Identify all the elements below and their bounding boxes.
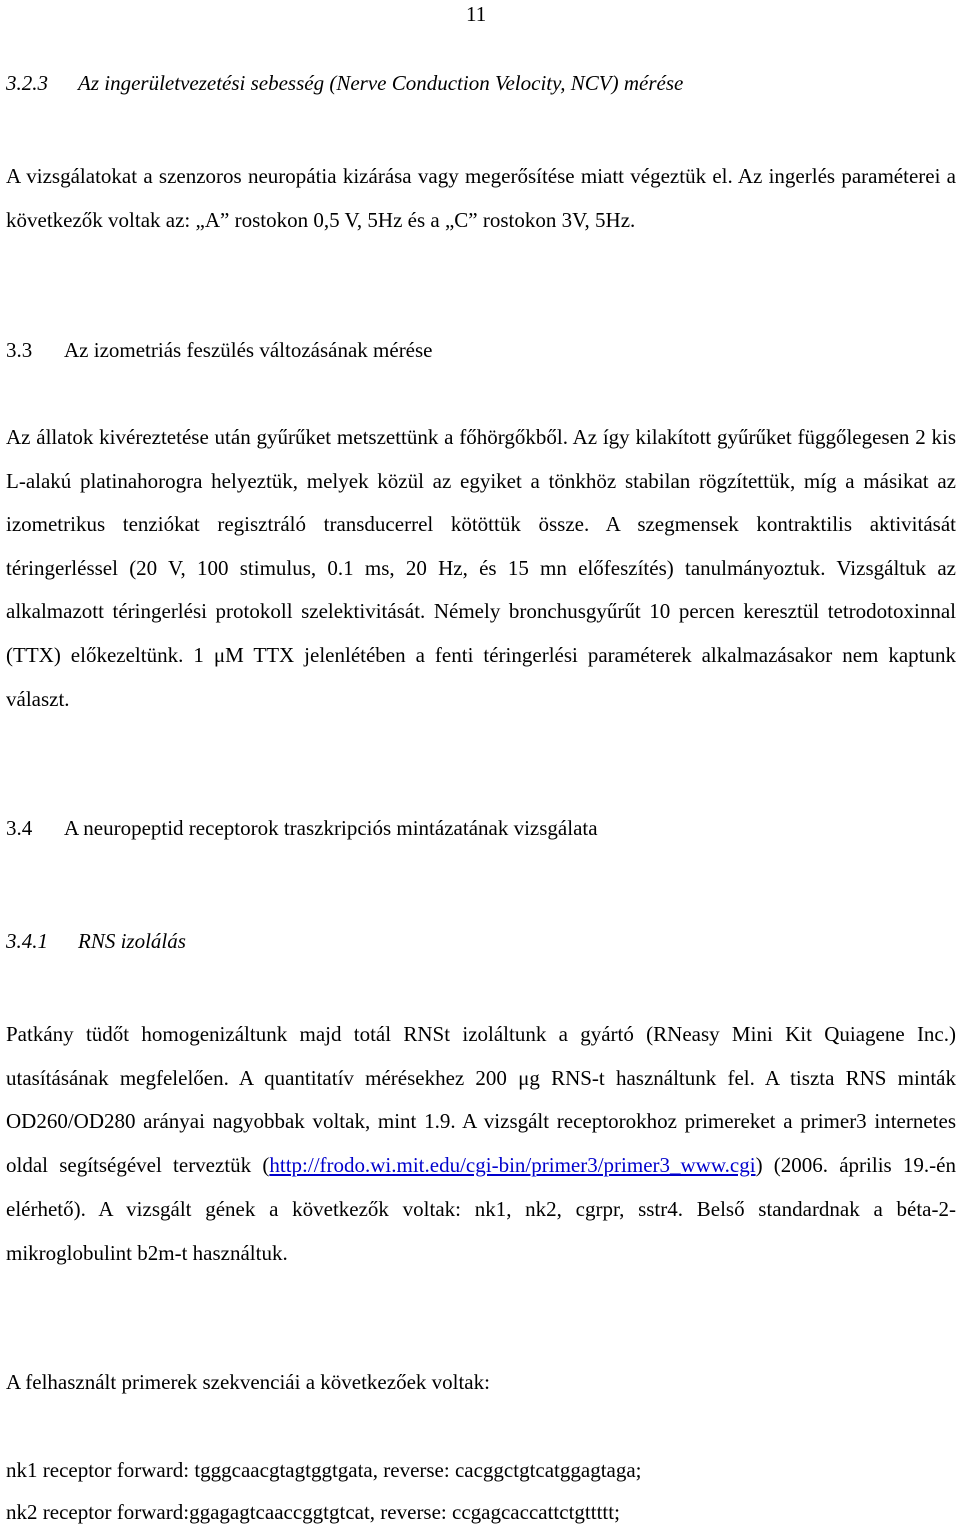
heading-title: Az ingerületvezetési sebesség (Nerve Conduction Velocity, NCV) mérése [78,71,684,95]
heading-number: 3.2.3 [6,71,48,95]
heading-3-4 [6,816,598,841]
heading-title: Az izometriás feszülés változásának mérése [64,338,433,362]
primers-intro: A felhasznált primerek szekvenciái a következőek voltak: [6,1370,490,1394]
heading-number: 3.4 [6,816,33,840]
heading-3-4-1 [6,929,186,954]
heading-title: A neuropeptid receptorok traszkripciós mintázatának vizsgálata [64,816,598,840]
heading-number: 3.3 [6,338,33,362]
heading-3-3 [6,338,433,363]
page-number: 11 [466,2,487,26]
heading-title: RNS izolálás [78,929,186,953]
paragraph-rna-isolation [6,1013,956,1275]
heading-3-2-3 [6,71,683,96]
primer-line-nk1: nk1 receptor forward: tgggcaacgtagtggtgata, reverse: cacggctgtcatggagtaga; [6,1458,642,1482]
rna-text-after-link: ) (2006. április 19.-én elérhető). A vizsgált gének a következők voltak: nk1, nk2, cgrpr, sstr4. Belső standardnak a béta-2-mikroglobulint b2m-t használtuk. [6,1153,956,1265]
primer-line-nk2: nk2 receptor forward:ggagagtcaaccggtgtcat, reverse: ccgagcaccattctgttttt; [6,1500,620,1524]
primer3-link[interactable]: http://frodo.wi.mit.edu/cgi-bin/primer3/primer3_www.cgi [269,1153,756,1178]
heading-number: 3.4.1 [6,929,48,953]
paragraph-ncv: A vizsgálatokat a szenzoros neuropátia kizárása vagy megerősítése miatt végeztük el. Az ingerlés paraméterei a következők voltak az: „A” rostokon 0,5 V, 5Hz és a „C” rostokon 3V, 5Hz. [6,164,956,232]
rna-text-before-link: Patkány tüdőt homogenizáltunk majd totál RNSt izoláltunk a gyártó (RNeasy Mini Kit Quiagene Inc.) utasításának megfelelően. A quantitatív mérésekhez 200 μg RNS-t használtunk fel. A tiszta RNS minták OD260/OD280 arányai nagyobbak voltak, mint 1.9. A vizsgált receptorokhoz primereket a primer3 internetes oldal segítségével terveztük ( [6,1022,956,1178]
paragraph-isometric: Az állatok kivéreztetése után gyűrűket metszettünk a főhörgőkből. Az így kilakított gyűrűket függőlegesen 2 kis L-alakú platinahorogra helyeztük, melyek közül az egyiket a tönkhöz stabilan rögzítettük, míg a másikat az izometrikus tenziókat regisztráló transducerrel kötöttük össze. A szegmensek kontraktilis aktivitását téringerléssel (20 V, 100 stimulus, 0.1 ms, 20 Hz, és 15 mn előfeszítés) tanulmányoztuk. Vizsgáltuk az alkalmazott téringerlési protokoll szelektivitását. Némely bronchusgyűrűt 10 percen keresztül tetrodotoxinnal (TTX) előkezeltünk. 1 μM TTX jelenlétében a fenti téringerlési paraméterek alkalmazásakor nem kaptunk választ. [6,425,956,711]
